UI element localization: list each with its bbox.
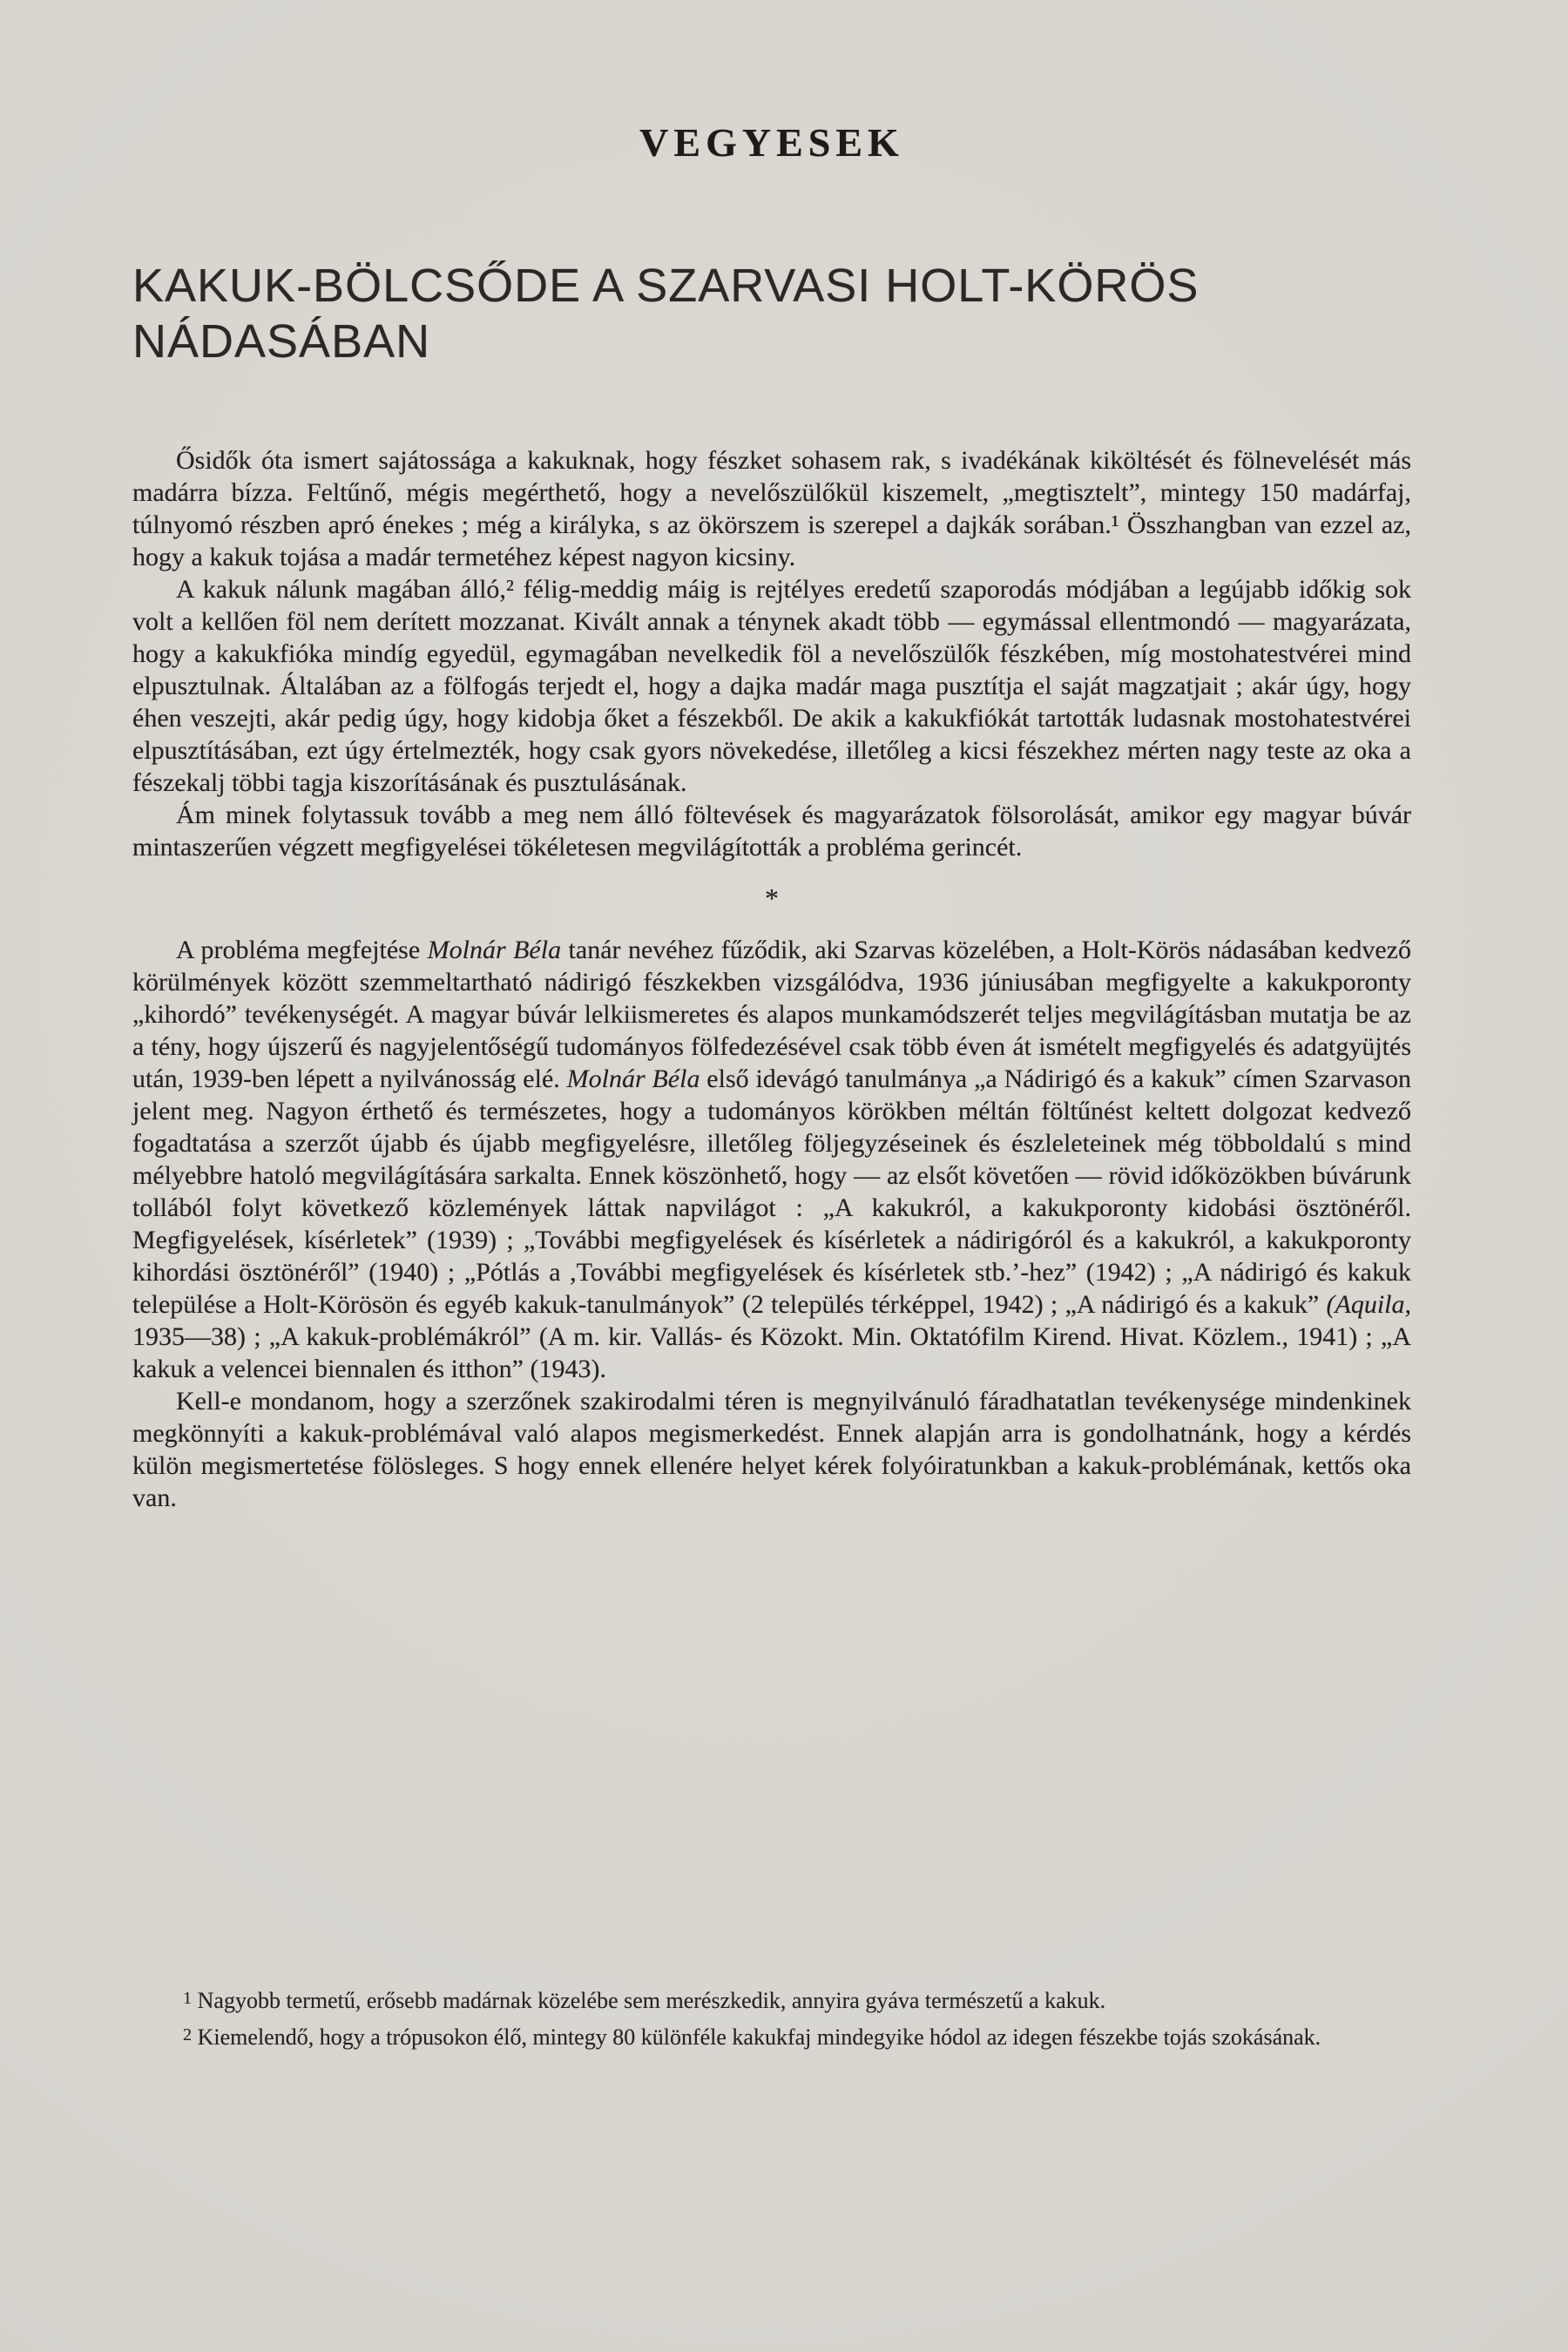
paragraph-5-text: Kell-e mondanom, hogy a szerzőnek szakirodalmi téren is megnyilvánuló fáradhatatlan tevékenysége mindenkinek megkönnyíti a kakuk-problémával való alapos megismerkedést. Ennek alapján arra is gondolhatnánk, hogy a kérdés külön megismertetése fölösleges. S hogy ennek ellenére helyet kérek folyóiratunkban a kakuk-problémának, kettős oka van. [132, 1387, 1411, 1512]
paragraph-3-text: Ám minek folytassuk tovább a meg nem álló föltevések és magyarázatok fölsorolását, amikor egy magyar búvár mintaszerűen végzett megfigyelései tökéletesen megvilágították a probléma gerincét. [132, 801, 1411, 862]
footnote-2 [132, 2021, 1411, 2051]
paragraph-4-text: első idevágó tanulmánya „a Nádirigó és a kakuk” címen Szarvason jelent meg. Nagyon érthető és természetes, hogy a tudományos körökben méltán föltűnést keltett dolgozat kedvező fogadtatása a szerzőt újabb és újabb megfigyelésre, illetőleg följegyzéseinek és észleleteinek még többoldalú s mind mélyebbre hatoló megvilágítására sarkalta. Ennek köszönhető, hogy — az elsőt követően — rövid időközökben búvárunk tollából folyt következő közlemények láttak napvilágot : „A kakukról, a kakukporonty kidobási ösztönéről. Megfigyelések, kísérletek” (1939) ; „További megfigyelések és kísérletek a nádirigóról és a kakukról, a kakukporonty kihordási ösztönéről” (1940) ; „Pótlás a ,További megfigyelések és kísérletek stb.’-hez” (1942) ; „A nádirigó és kakuk települése a Holt-Körösön és egyéb kakuk-tanulmányok” (2 település térképpel, 1942) ; „A nádirigó és a kakuk” [132, 1064, 1411, 1319]
paragraph-4-text: tanár nevéhez fűződik, aki Szarvas közelében, a Holt-Körös nádasában kedvező körülmények között szemmeltartható nádirigó fészkekben vizsgálódva, 1936 júniusában megfigyelte a kakukporonty „kihordó” tevékenységét. A magyar búvár lelkiismeretes és alapos munkamódszerét teljes megvilágításban mutatja be az a tény, hogy újszerű és nagyjelentőségű tudományos fölfedezésével csak több éven át ismételt megfigyelés és adatgyüjtés után, 1939-ben lépett a nyilvánosság elé. [132, 936, 1412, 1093]
footnote-1 [132, 1984, 1411, 2015]
footnote-1-number: 1 [183, 1989, 193, 2008]
footnote-1-text: Nagyobb termetű, erősebb madárnak közelébe sem merészkedik, annyira gyáva természetű a kakuk. [197, 1988, 1106, 2013]
section-separator-asterisk: * [765, 882, 779, 914]
footnotes [132, 1984, 1411, 2058]
journal-name: (Aquila, [1326, 1290, 1411, 1319]
article-title-line-1: KAKUK-BÖLCSŐDE A SZARVASI HOLT-KÖRÖS [132, 260, 1200, 312]
paragraph-2 [132, 573, 1411, 799]
paragraph-3 [132, 799, 1411, 863]
paragraph-2-text: A kakuk nálunk magában álló,² félig-meddig máig is rejtélyes eredetű szaporodás módjában a legújabb időkig sok volt a kellően föl nem derített mozzanat. Kivált annak a ténynek akadt több — egymással ellentmondó — magyarázata, hogy a kakukfióka mindíg egyedül, egymagában nevelkedik föl a nevelőszülők fészkében, míg mostohatestvérei mind elpusztulnak. Általában az a fölfogás terjedt el, hogy a dajka madár maga pusztítja el saját magzatjait ; akár úgy, hogy éhen veszejti, akár pedig úgy, hogy kidobja őket a fészekből. De akik a kakukfiókát tartották ludasnak mostohatestvérei elpusztításában, ezt úgy értelmezték, hogy csak gyors növekedése, illetőleg a kicsi fészekhez mérten nagy teste az oka a fészekalj többi tagja kiszorításának és pusztulásának. [132, 575, 1411, 797]
author-name: Molnár Béla [566, 1064, 700, 1093]
paragraph-5 [132, 1385, 1411, 1514]
paragraph-1 [132, 444, 1411, 573]
footnote-2-text: Kiemelendő, hogy a trópusokon élő, mintegy 80 különféle kakukfaj mindegyike hódol az idegen fészekbe tojás szokásának. [197, 2024, 1321, 2050]
paragraph-4-text: 1935—38) ; „A kakuk-problémákról” (A m. kir. Vallás- és Közokt. Min. Oktatófilm Kirend. Hivat. Közlem., 1941) ; „A kakuk a velencei biennalen és itthon” (1943). [132, 1322, 1411, 1383]
section-title: VEGYESEK [639, 120, 904, 165]
paragraph-4-text: A probléma megfejtése [176, 936, 428, 964]
footnote-2-number: 2 [183, 2025, 193, 2044]
article-title [132, 258, 1411, 369]
paragraph-1-text: Ősidők óta ismert sajátossága a kakuknak, hogy fészket sohasem rak, s ivadékának kiköltését és fölnevelését más madárra bízza. Feltűnő, mégis megérthető, hogy a nevelőszülőkül kiszemelt, „megtisztelt”, mintegy 150 madárfaj, túlnyomó részben apró énekes ; még a királyka, s az ökörszem is szerepel a dajkák sorában.¹ Összhangban van ezzel az, hogy a kakuk tojása a madár termetéhez képest nagyon kicsiny. [132, 446, 1411, 571]
article-title-line-2: NÁDASÁBAN [132, 315, 431, 368]
author-name: Molnár Béla [427, 936, 562, 964]
paragraph-4 [132, 934, 1411, 1385]
article-body [132, 444, 1411, 1514]
